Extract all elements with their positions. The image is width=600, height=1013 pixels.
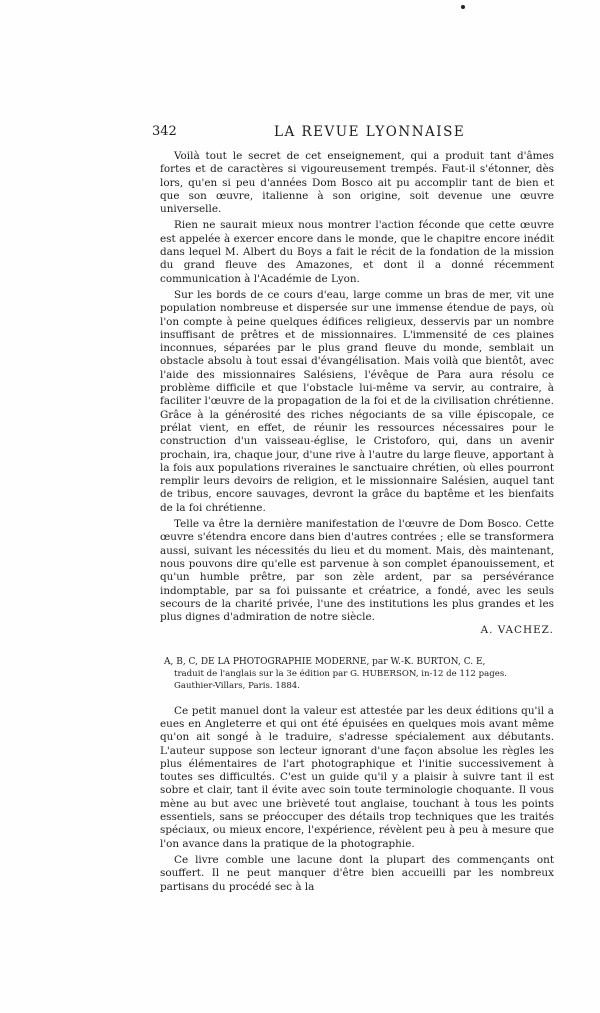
bibliographic-reference <box>160 656 554 692</box>
article-paragraph: Rien ne saurait mieux nous montrer l'action féconde que cette œuvre est appelée à exercer encore dans le monde, que le chapitre encore inédit dans lequel M. Albert du Boys a fait le récit de la fondation de la mission du grand fleuve des Amazones, et dont il a donné récemment communication à l'Académie de Lyon. <box>160 219 554 285</box>
reference-details: traduit de l'anglais sur la 3e édition par G. HUBERSON, in-12 de 112 pages. <box>174 668 507 679</box>
article-paragraph: Sur les bords de ce cours d'eau, large comme un bras de mer, vit une population nombreuse et dispersée sur une immense étendue de pays, où l'on compte à peine quelques édifices religieux, desservis par un nombre insuffisant de prêtres et de missionnaires. L'immensité de ces plaines inconnues, séparées par le plus grand fleuve du monde, semblait un obstacle absolu à tout essai d'évangélisation. Mais voilà que bientôt, avec l'aide des missionnaires Salésiens, l'évêque de Para aura résolu ce problème difficile et que l'obstacle lui-même va servir, au contraire, à faciliter l'œuvre de la propagation de la foi et de la civilisation chrétienne. Grâce à la générosité des riches négociants de sa ville épiscopale, ce prélat vient, en effet, de réunir les ressources nécessaires pour le construction d'un vaisseau-église, le Cristoforo, qui, dans un avenir prochain, ira, chaque jour, d'une rive à l'autre du large fleuve, apportant à la fois aux populations riveraines le sanctuaire chrétien, où elles pourront remplir leurs devoirs de religion, et le missionnaire Salésien, auquel tant de tribus, encore sauvages, devront la grâce du baptême et les bienfaits de la foi chrétienne. <box>160 288 554 514</box>
reference-title: A, B, C, DE LA PHOTOGRAPHIE MODERNE, par W.-K. BURTON, C. E, <box>164 656 486 667</box>
review-section <box>160 705 554 894</box>
reference-publisher: Gauthier-Villars, Paris. 1884. <box>174 680 300 691</box>
article-paragraph: Voilà tout le secret de cet enseignement, qui a produit tant d'âmes fortes et de caractères si vigoureusement trempés. Faut-il s'étonner, dès lors, qu'en si peu d'années Dom Bosco ait pu accomplir tant de bien et que son œuvre, italienne à son origine, soit devenue une œuvre universelle. <box>160 150 554 216</box>
page-number: 342 <box>152 124 177 139</box>
signature-text: A. VACHEZ. <box>480 624 554 637</box>
running-title: LA REVUE LYONNAISE <box>274 124 466 140</box>
ink-dot <box>461 5 465 9</box>
signature <box>160 624 554 637</box>
page-header <box>152 124 552 144</box>
article-paragraph: Telle va être la dernière manifestation de l'œuvre de Dom Bosco. Cette œuvre s'étendra encore dans bien d'autres contrées ; elle se transformera aussi, suivant les nécessités du lieu et du moment. Mais, dès maintenant, nous pouvons dire qu'elle est parvenue à son complet épanouissement, et qu'un humble prêtre, par son zèle ardent, par sa persévérance indomptable, par sa foi puissante et créatrice, a fondé, avec les seuls secours de la charité privée, l'une des institutions les plus grandes et les plus dignes d'admiration de notre siècle. <box>160 518 554 624</box>
review-paragraph: Ce livre comble une lacune dont la plupart des commençants ont souffert. Il ne peut manquer d'être bien accueilli par les nombreux partisans du procédé sec à la <box>160 853 554 893</box>
page-body <box>160 150 554 894</box>
review-paragraph: Ce petit manuel dont la valeur est attestée par les deux éditions qu'il a eues en Angleterre et qui ont été épuisées en quelques mois avant même qu'on ait songé à le traduire, s'adresse spécialement aux débutants. L'auteur suppose son lecteur ignorant d'une façon absolue les règles les plus élémentaires de l'art photographique et l'initie successivement à toutes ses difficultés. C'est un guide qu'il y a plaisir à suivre tant il est sobre et clair, tant il évite avec soin toute terminologie choquante. Il vous mène au but avec une brièveté tout anglaise, touchant à tous les points essentiels, sans se préoccuper des détails trop techniques que les traités spéciaux, ou mieux encore, l'expérience, révèlent peu à peu à mesure que l'on avance dans la pratique de la photographie. <box>160 704 554 850</box>
